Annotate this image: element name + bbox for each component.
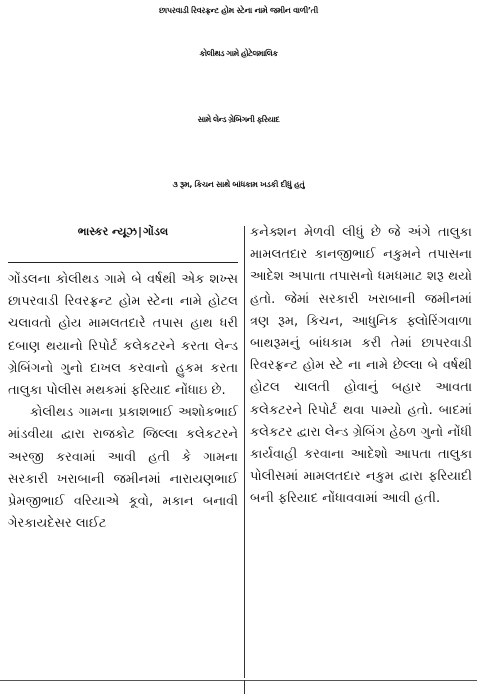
right-paragraph-1: કનેક્શન મેળવી લીધું છે જે અંગે તાલુકા મામલતદાર કાનજીભાઈ નકુમને તપાસના આદેશ અપાતા તપાસનો ધમધમાટ શરૂ થયો હતો. જેમાં સરકારી ખરાબાની જમીનમાં ત્રણ રૂમ, કિચન, આધુનિક ફ્લોરિંગવાળા બાથરૂમનું બાંધકામ કરી તેમાં છાપરવાડી રિવરફ્રન્ટ હોમ સ્ટે ના નામે છેલ્લા બે વર્ષથી હોટલ ચાલતી હોવાનું બહાર આવતા કલેકટરને રિપોર્ટ થવા પામ્યો હતો. બાદમાં કલેકટર દ્વારા લેન્ડ ગ્રેબિંગ હેઠળ ગુનો નોંધી કાર્યવાહી કરવાના આદેશો આપતા તાલુકા પોલીસમાં મામલતદાર નકુમ દ્વારા ફરિયાદી બની ફરિયાદ નોંધાવવામાં આવી હતી. xyxy=(250,225,472,507)
headline-line-2: સામે લેન્ડ ગ્રેબિંગની ફરિયાદ xyxy=(197,115,280,124)
column-divider xyxy=(244,226,245,678)
byline xyxy=(8,222,238,244)
byline-source: ભાસ્કર ન્યૂઝ xyxy=(77,225,138,238)
right-column xyxy=(250,222,472,511)
kicker-line: છાપરવાડી રિવરફ્રન્ટ હોમ સ્ટેના નામે જમીન વાળી’તી xyxy=(159,6,318,15)
bottom-column-tick xyxy=(244,680,245,694)
subheadline: ૩ રૂમ, કિચન સાથે બાંધકામ ખડકી દીધું હતું xyxy=(172,180,305,189)
bottom-rule xyxy=(0,680,477,681)
byline-rule xyxy=(8,262,238,263)
byline-place: ગોંડલ xyxy=(143,225,169,238)
headline-line-1: કોલીથડ ગામે હોટેલમાલિક xyxy=(199,49,278,58)
left-paragraph-1: ગોંડલના કોલીથડ ગામે બે વર્ષથી એક શખ્સ છાપરવાડી રિવરફ્રન્ટ હોમ સ્ટેના નામે હોટલ ચલાવતો હોય મામલતદારે તપાસ હાથ ધરી દબાણ થયાનો રિપોર્ટ કલેકટરને કરતા લેન્ડ ગ્રેબિંગનો ગુનો દાખલ કરવાનો હુકમ કરતા તાલુકા પોલીસ મથકમાં ફરિયાદ નોંધાઇ છે. xyxy=(8,272,238,399)
byline-separator: | xyxy=(138,225,143,238)
left-paragraph-2: કોલીથડ ગામના પ્રકાશભાઈ અશોકભાઈ માંડવીયા દ્વારા રાજકોટ જિલ્લા કલેકટરને અરજી કરવામાં આવી હતી કે ગામના સરકારી ખરાબાની જમીનમાં નારાયણભાઈ પ્રેમજીભાઈ વરિયાએ કૂવો, મકાન બનાવી ગેરકાયદેસર લાઈટ xyxy=(8,405,238,532)
left-column xyxy=(8,222,238,535)
